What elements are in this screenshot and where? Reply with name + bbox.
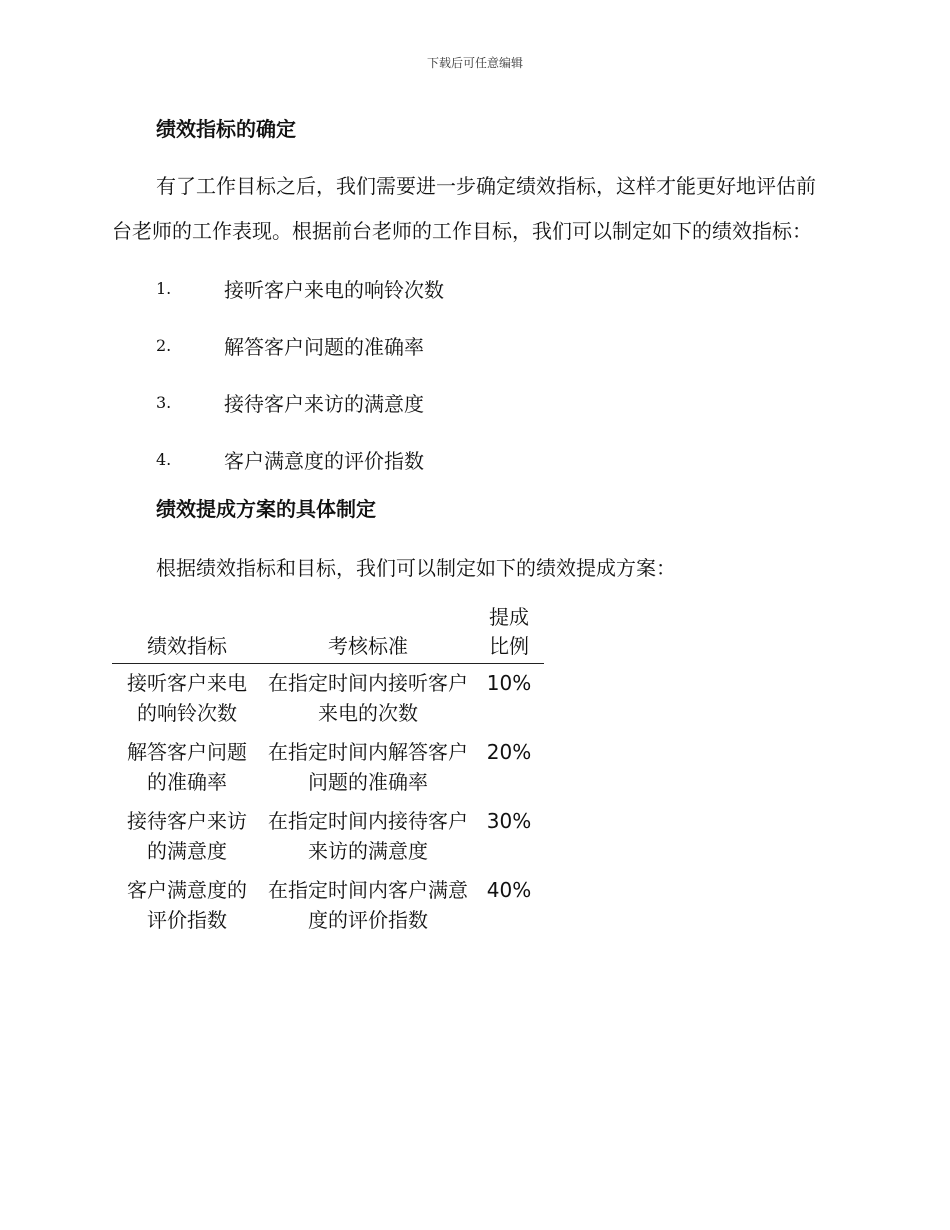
paragraph: 根据绩效指标和目标，我们可以制定如下的绩效提成方案： xyxy=(156,556,676,580)
table-row xyxy=(112,871,544,940)
list-number: 3. xyxy=(156,393,172,412)
table-header: 绩效指标 xyxy=(112,603,262,664)
table-cell: 在指定时间内客户满意度的评价指数 xyxy=(268,878,468,932)
table-cell: 在指定时间内接听客户来电的次数 xyxy=(268,671,468,725)
table-cell: 40% xyxy=(486,878,532,902)
table-cell: 解答客户问题的准确率 xyxy=(127,740,247,794)
table-header-row xyxy=(112,603,544,664)
section-title: 绩效提成方案的具体制定 xyxy=(156,497,376,521)
list-item xyxy=(112,260,832,317)
bonus-table xyxy=(112,603,544,940)
list-text: 接待客户来访的满意度 xyxy=(224,392,424,416)
indicator-list xyxy=(112,260,832,488)
paragraph: 有了工作目标之后，我们需要进一步确定绩效指标，这样才能更好地评估前台老师的工作表现。根据前台老师的工作目标，我们可以制定如下的绩效指标： xyxy=(112,174,816,243)
table-cell: 在指定时间内接待客户来访的满意度 xyxy=(268,809,468,863)
table-cell: 10% xyxy=(486,671,532,695)
list-number: 2. xyxy=(156,336,172,355)
list-text: 接听客户来电的响铃次数 xyxy=(224,278,444,302)
list-text: 解答客户问题的准确率 xyxy=(224,335,424,359)
table-cell: 30% xyxy=(486,809,532,833)
table-row xyxy=(112,733,544,802)
list-item xyxy=(112,374,832,431)
table-cell: 接待客户来访的满意度 xyxy=(127,809,247,863)
table-row xyxy=(112,802,544,871)
section-title: 绩效指标的确定 xyxy=(156,117,296,141)
table-cell: 20% xyxy=(486,740,532,764)
list-item xyxy=(112,317,832,374)
table-header: 提成比例 xyxy=(474,603,544,664)
list-item xyxy=(112,431,832,488)
table-cell: 在指定时间内解答客户问题的准确率 xyxy=(268,740,468,794)
list-number: 1. xyxy=(156,279,172,298)
table-cell: 客户满意度的评价指数 xyxy=(127,878,247,932)
table-row xyxy=(112,664,544,734)
page-header: 下载后可任意编辑 xyxy=(426,56,523,70)
list-number: 4. xyxy=(156,450,172,469)
document-body xyxy=(112,112,832,940)
table-header: 考核标准 xyxy=(262,603,474,664)
list-text: 客户满意度的评价指数 xyxy=(224,449,424,473)
table-cell: 接听客户来电的响铃次数 xyxy=(127,671,247,725)
